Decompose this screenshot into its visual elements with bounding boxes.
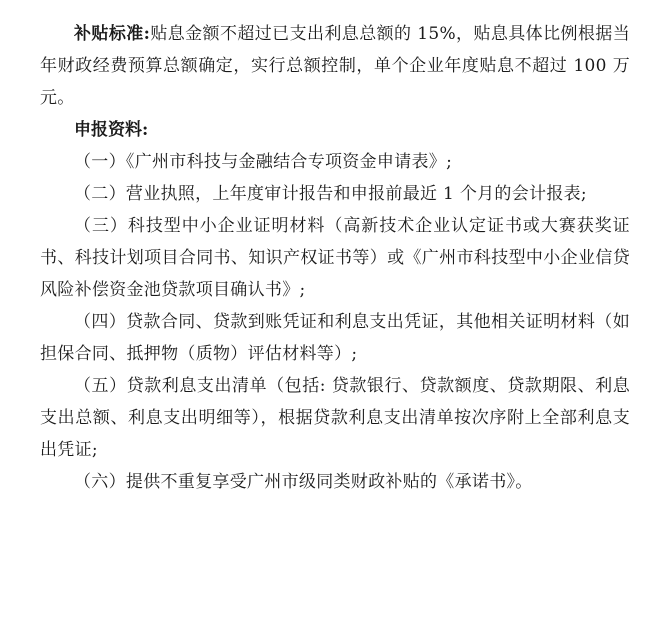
materials-heading: 申报资料:: [74, 120, 149, 140]
materials-item-3: （三）科技型中小企业证明材料（高新技术企业认定证书或大赛获奖证书、科技计划项目合同书、知识产权证书等）或《广州市科技型中小企业信贷风险补偿资金池贷款项目确认书》;: [40, 216, 630, 300]
materials-item-6: （六）提供不重复享受广州市级同类财政补贴的《承诺书》。: [74, 472, 533, 492]
subsidy-standard-text: 贴息金额不超过已支出利息总额的 15%，贴息具体比例根据当年财政经费预算总额确定，实行总额控制，单个企业年度贴息不超过 100 万元。: [40, 24, 631, 108]
materials-item-1: （一）《广州市科技与金融结合专项资金申请表》;: [74, 152, 453, 172]
materials-item-4: （四）贷款合同、贷款到账凭证和利息支出凭证，其他相关证明材料（如担保合同、抵押物（质物）评估材料等）;: [40, 312, 630, 364]
subsidy-standard-label: 补贴标准:: [74, 24, 151, 44]
subsidy-standard-paragraph: [40, 18, 630, 114]
materials-item-5: （五）贷款利息支出清单（包括: 贷款银行、贷款额度、贷款期限、利息支出总额、利息支出明细等），根据贷款利息支出清单按次序附上全部利息支出凭证;: [40, 376, 630, 460]
materials-item-2: （二）营业执照，上年度审计报告和申报前最近 1 个月的会计报表;: [74, 184, 587, 204]
document-body: [40, 18, 630, 498]
